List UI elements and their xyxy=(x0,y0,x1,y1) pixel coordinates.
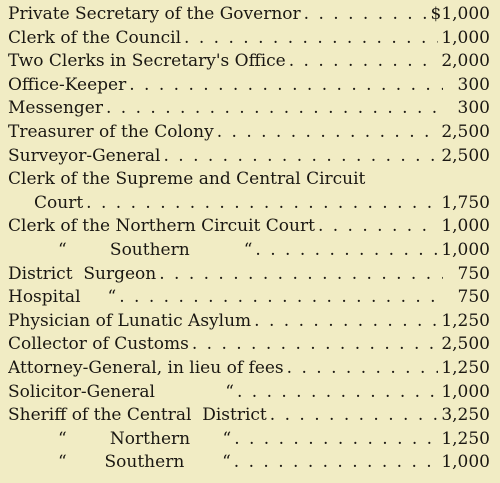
entry-label: “ Northern “ xyxy=(58,428,232,449)
entry-label: Hospital “ xyxy=(8,287,117,308)
entry-label: Treasurer of the Colony xyxy=(8,121,214,142)
entry-amount: 750 xyxy=(457,263,490,284)
dot-leader xyxy=(234,451,439,475)
entry-label: Collector of Customs xyxy=(8,334,189,355)
list-item xyxy=(8,451,490,475)
entry-amount: 1,000 xyxy=(441,27,490,48)
dot-leader xyxy=(255,239,438,263)
entry-amount: 300 xyxy=(457,74,490,95)
list-item xyxy=(8,97,490,121)
list-item xyxy=(8,168,490,192)
entry-label: Clerk of the Supreme and Central Circuit xyxy=(8,169,366,190)
list-item xyxy=(8,74,490,98)
list-item xyxy=(8,3,490,27)
list-item xyxy=(8,404,490,428)
entry-amount: 1,000 xyxy=(441,239,490,260)
entry-amount: 1,250 xyxy=(441,428,490,449)
dot-leader xyxy=(106,97,443,121)
entry-amount: 3,250 xyxy=(441,405,490,426)
entry-label: Two Clerks in Secretary's Office xyxy=(8,51,286,72)
list-item xyxy=(8,286,490,310)
entry-label: Solicitor-General “ xyxy=(8,381,234,402)
entry-amount: 2,500 xyxy=(441,121,490,142)
list-item xyxy=(8,50,490,74)
entry-label: Sheriff of the Central District xyxy=(8,405,267,426)
list-item xyxy=(8,215,490,239)
dot-leader xyxy=(254,310,438,334)
dot-leader xyxy=(237,381,438,405)
dot-leader xyxy=(287,357,439,381)
entry-label: “ Southern “ xyxy=(58,239,253,260)
entry-amount: 750 xyxy=(457,287,490,308)
entry-label: Surveyor-General xyxy=(8,145,161,166)
entry-amount: 2,500 xyxy=(441,145,490,166)
entry-label: Clerk of the Council xyxy=(8,27,182,48)
dot-leader xyxy=(159,263,443,287)
entry-label: Court xyxy=(34,192,84,213)
entry-label: Clerk of the Northern Circuit Court xyxy=(8,216,315,237)
entry-amount: 1,250 xyxy=(441,357,490,378)
entry-label: Office-Keeper xyxy=(8,74,127,95)
entry-amount: 1,250 xyxy=(441,310,490,331)
entry-label: Messenger xyxy=(8,98,103,119)
dot-leader xyxy=(129,74,443,98)
dot-leader xyxy=(289,50,439,74)
list-item xyxy=(8,145,490,169)
list-item xyxy=(8,428,490,452)
list-item xyxy=(8,263,490,287)
entry-amount: 300 xyxy=(457,98,490,119)
dot-leader xyxy=(270,404,439,428)
dot-leader xyxy=(304,3,428,27)
dot-leader xyxy=(163,145,438,169)
entry-label: Private Secretary of the Governor xyxy=(8,4,301,24)
list-item xyxy=(8,239,490,263)
dot-leader xyxy=(86,192,438,216)
entry-label: District Surgeon xyxy=(8,263,157,284)
entry-amount: 1,750 xyxy=(441,192,490,213)
entry-amount: 1,000 xyxy=(441,452,490,473)
list-item xyxy=(8,381,490,405)
dot-leader xyxy=(318,215,438,239)
entry-label: Attorney-General, in lieu of fees xyxy=(8,357,284,378)
dot-leader xyxy=(119,286,443,310)
entry-amount: 2,500 xyxy=(441,334,490,355)
entry-label: Physician of Lunatic Asylum xyxy=(8,310,252,331)
list-item xyxy=(8,192,490,216)
entry-amount: 2,000 xyxy=(441,51,490,72)
dot-leader xyxy=(192,333,439,357)
entry-amount: $1,000 xyxy=(430,4,490,24)
list-item xyxy=(8,310,490,334)
list-item xyxy=(8,333,490,357)
list-item xyxy=(8,121,490,145)
dot-leader xyxy=(234,428,438,452)
dot-leader xyxy=(217,121,439,145)
dot-leader xyxy=(184,27,438,51)
entry-amount: 1,000 xyxy=(441,216,490,237)
list-item xyxy=(8,27,490,51)
entry-label: “ Southern “ xyxy=(58,452,231,473)
list-item xyxy=(8,357,490,381)
salary-list xyxy=(8,3,490,475)
entry-amount: 1,000 xyxy=(441,381,490,402)
